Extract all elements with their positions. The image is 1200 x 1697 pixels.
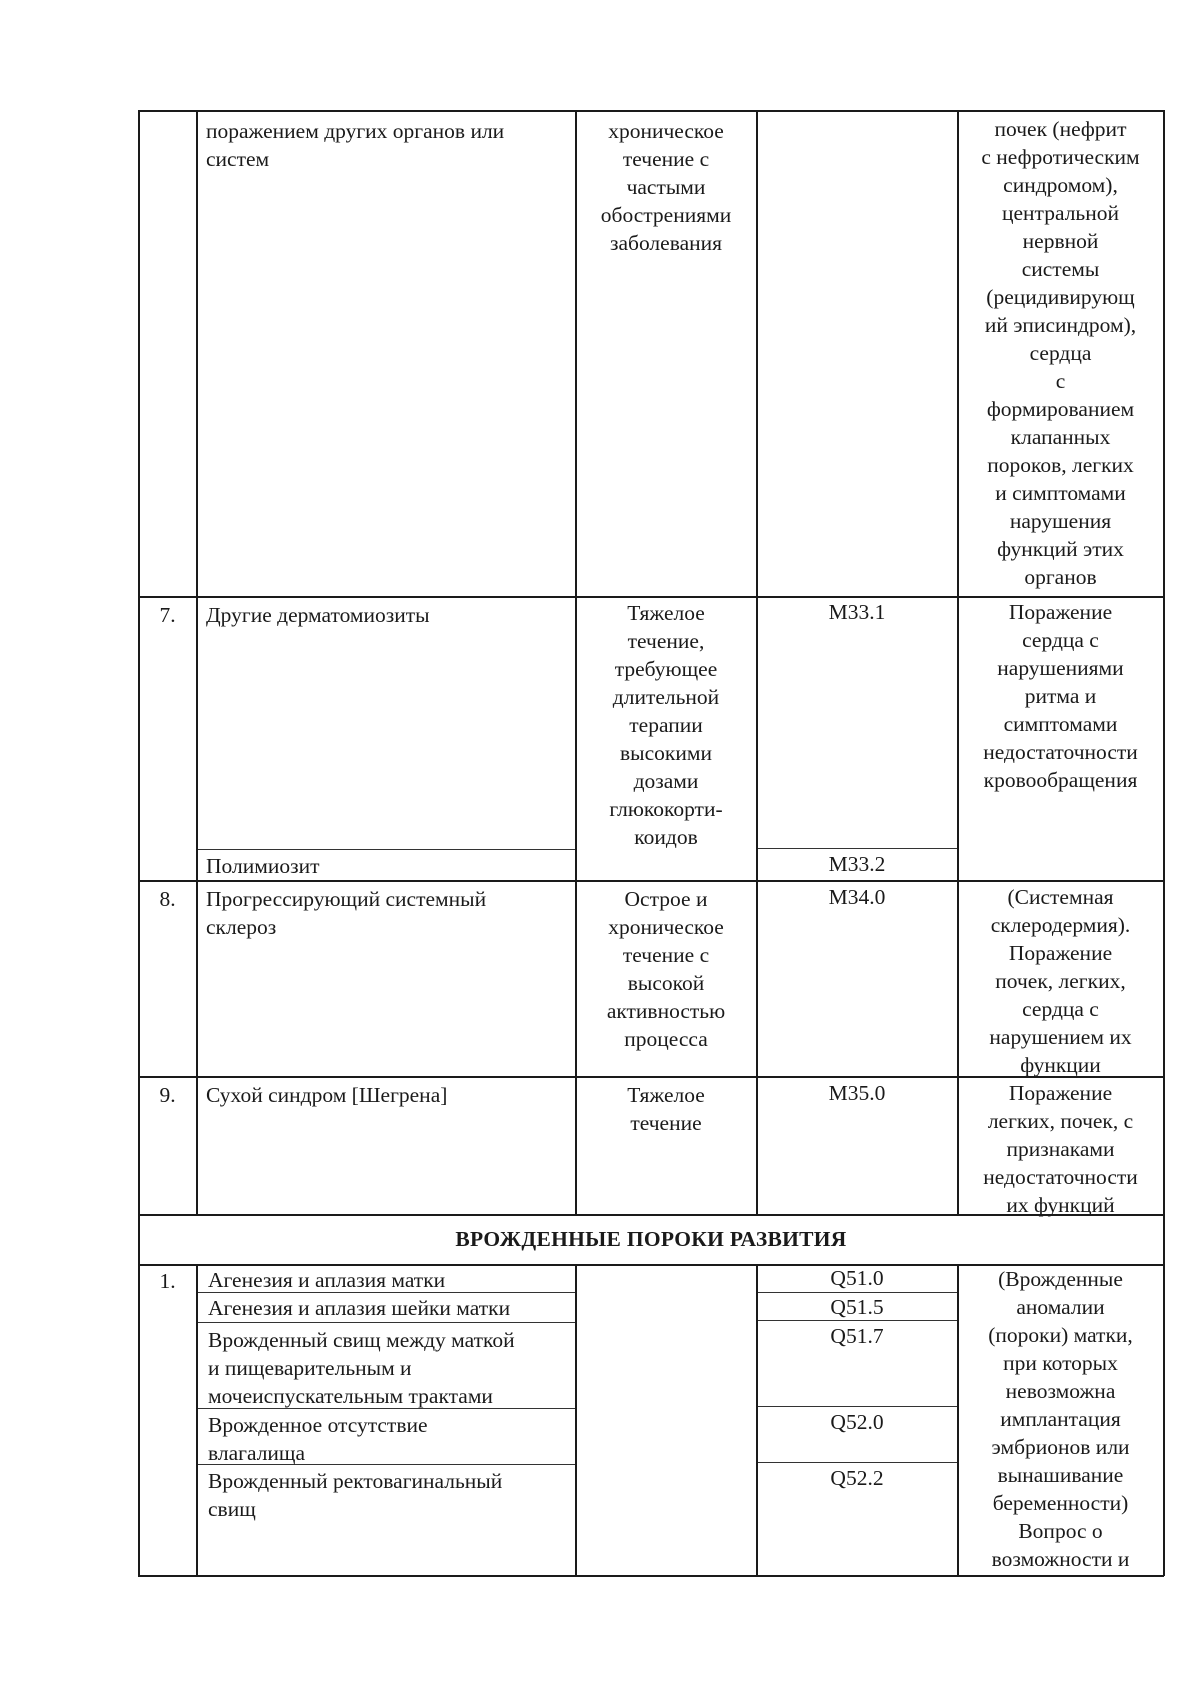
row-7-criteria: Поражение сердца с нарушениями ритма и симптомами недостаточности кровообращения (983, 600, 1138, 792)
congenital-item-code: Q51.0 (830, 1266, 884, 1290)
table-right-border (1163, 110, 1165, 1576)
table-bottom-border (138, 1575, 1164, 1577)
row-7-sub-name: Полимиозит (206, 854, 320, 878)
cong-name-subline-2 (197, 1322, 576, 1323)
cong-code-subline-2 (757, 1320, 958, 1321)
row-7-name-subline (197, 849, 576, 850)
row-9-code: M35.0 (828, 1081, 886, 1105)
col-3-divider-lower (756, 1264, 758, 1576)
row-7-code-subline (757, 848, 958, 849)
col-2-divider-lower (575, 1264, 577, 1576)
col-3-divider-upper (756, 110, 758, 1215)
cong-code-subline-4 (757, 1462, 958, 1463)
continued-row-name: поражением других органов или систем (206, 119, 505, 171)
congenital-item-code: Q51.5 (830, 1295, 884, 1319)
congenital-item-name: Агенезия и аплазия шейки матки (208, 1296, 511, 1320)
row-8-course: Острое и хроническое течение с высокой активностью процесса (606, 887, 726, 1051)
col-1-divider-lower (196, 1264, 198, 1576)
col-1-divider-upper (196, 110, 198, 1215)
congenital-item-code: Q51.7 (830, 1324, 884, 1348)
congenital-item-name: Врожденный свищ между маткой и пищеварительным и мочеиспускательным трактами (208, 1328, 515, 1408)
congenital-item-code: Q52.2 (830, 1466, 884, 1490)
cong-code-subline-1 (757, 1292, 958, 1293)
congenital-criteria: (Врожденные аномалии (пороки) матки, при которых невозможна имплантация эмбрионов или вынашивание беременности) Вопрос о возможности и (988, 1267, 1133, 1571)
cong-code-subline-3 (757, 1406, 958, 1407)
section-heading: ВРОЖДЕННЫЕ ПОРОКИ РАЗВИТИЯ (455, 1227, 847, 1251)
table-left-border (138, 110, 140, 1576)
continued-row-criteria: почек (нефрит с нефротическим синдромом), центральной нервной системы (рецидивирующ ий эписиндром), сердца с формированием клапанных пороков, легких и симптомами нарушения функций этих органов (981, 117, 1140, 589)
row-9-name: Сухой синдром [Шегрена] (206, 1083, 448, 1107)
row-9-course: Тяжелое течение (627, 1083, 705, 1135)
row-8-criteria: (Системная склеродермия). Поражение почек, легких, сердца с нарушением их функции (989, 885, 1132, 1077)
row-9-number: 9. (159, 1083, 176, 1107)
row-7-sub-code: M33.2 (828, 852, 886, 876)
table-top-border (138, 110, 1164, 112)
row-8-number: 8. (159, 887, 176, 911)
congenital-number: 1. (159, 1269, 176, 1293)
row-7-code: M33.1 (828, 600, 886, 624)
row-7-number: 7. (159, 603, 176, 627)
congenital-item-name: Врожденное отсутствие влагалища (208, 1413, 428, 1465)
continued-row-course: хроническое течение с частыми обострениями заболевания (600, 119, 732, 255)
row-9-criteria: Поражение легких, почек, с признаками недостаточности их функций (983, 1081, 1138, 1217)
row-8-top-border (138, 880, 1164, 882)
congenital-item-name: Агенезия и аплазия матки (208, 1268, 446, 1292)
row-8-name: Прогрессирующий системный склероз (206, 887, 487, 939)
col-2-divider-upper (575, 110, 577, 1215)
row-8-code: M34.0 (828, 885, 886, 909)
row-7-name: Другие дерматомиозиты (206, 603, 430, 627)
congenital-item-code: Q52.0 (830, 1410, 884, 1434)
congenital-item-name: Врожденный ректовагинальный свищ (208, 1469, 503, 1521)
row-7-course: Тяжелое течение, требующее длительной терапии высокими дозами глюкокорти- коидов (609, 601, 723, 849)
